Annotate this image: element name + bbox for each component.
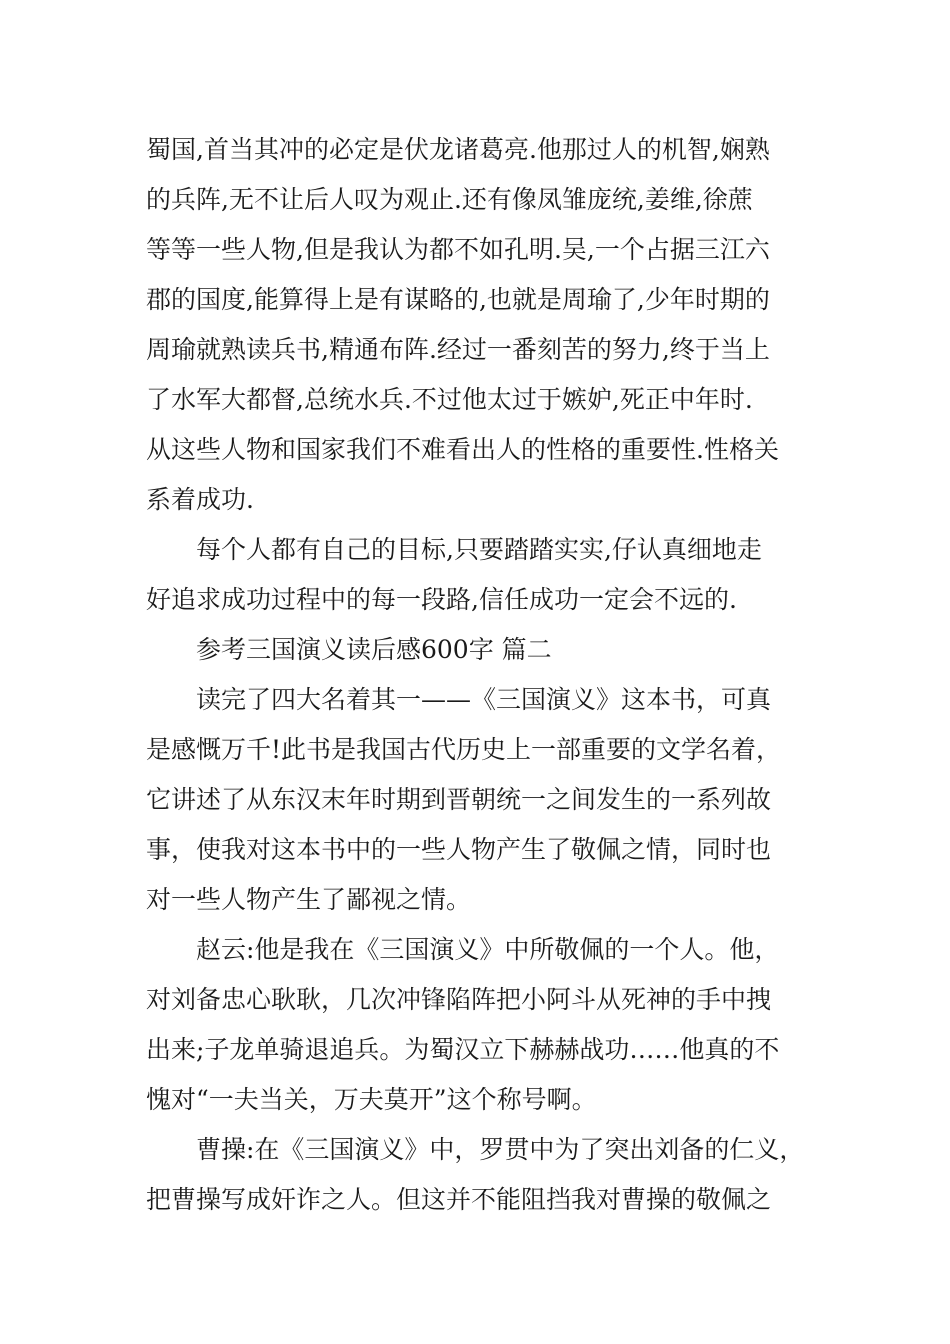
text-line-16: 对一些人物产生了鄙视之情。 bbox=[146, 885, 472, 914]
text-line-10: 好追求成功过程中的每一段路,信任成功一定会不远的. bbox=[146, 585, 737, 614]
text-line-14: 它讲述了从东汉末年时期到晋朝统一之间发生的一系列故 bbox=[146, 785, 772, 814]
text-line-22: 把曹操写成奸诈之人。但这并不能阻挡我对曹操的敬佩之 bbox=[146, 1185, 772, 1214]
text-line-2: 的兵阵,无不让后人叹为观止.还有像凤雏庞统,姜维,徐蔗 bbox=[146, 185, 753, 214]
text-line-9: 每个人都有自己的目标,只要踏踏实实,仔认真细地走 bbox=[196, 535, 762, 564]
text-line-12: 读完了四大名着其一——《三国演义》这本书，可真 bbox=[196, 685, 772, 714]
text-line-21: 曹操:在《三国演义》中，罗贯中为了突出刘备的仁义， bbox=[196, 1135, 805, 1164]
text-line-7: 从这些人物和国家我们不难看出人的性格的重要性.性格关 bbox=[146, 435, 779, 464]
text-line-18: 对刘备忠心耿耿，几次冲锋陷阵把小阿斗从死神的手中拽 bbox=[146, 985, 772, 1014]
text-line-19: 出来;子龙单骑退追兵。为蜀汉立下赫赫战功……他真的不 bbox=[146, 1035, 780, 1064]
text-line-5: 周瑜就熟读兵书,精通布阵.经过一番刻苦的努力,终于当上 bbox=[146, 335, 770, 364]
text-line-15: 事，使我对这本书中的一些人物产生了敬佩之情，同时也 bbox=[146, 835, 772, 864]
text-line-8: 系着成功. bbox=[146, 485, 254, 514]
text-line-3: 等等一些人物,但是我认为都不如孔明.吴,一个占据三江六 bbox=[146, 235, 770, 264]
text-line-17: 赵云:他是我在《三国演义》中所敬佩的一个人。他， bbox=[196, 935, 780, 964]
section-heading: 参考三国演义读后感600字 篇二 bbox=[196, 635, 552, 664]
text-line-1: 蜀国,首当其冲的必定是伏龙诸葛亮.他那过人的机智,娴熟 bbox=[146, 135, 770, 164]
text-line-20: 愧对“一夫当关，万夫莫开”这个称号啊。 bbox=[146, 1085, 597, 1114]
text-line-13: 是感慨万千!此书是我国古代历史上一部重要的文学名着， bbox=[146, 735, 782, 764]
text-line-6: 了水军大都督,总统水兵.不过他太过于嫉妒,死正中年时. bbox=[146, 385, 753, 414]
text-line-4: 郡的国度,能算得上是有谋略的,也就是周瑜了,少年时期的 bbox=[146, 285, 770, 314]
